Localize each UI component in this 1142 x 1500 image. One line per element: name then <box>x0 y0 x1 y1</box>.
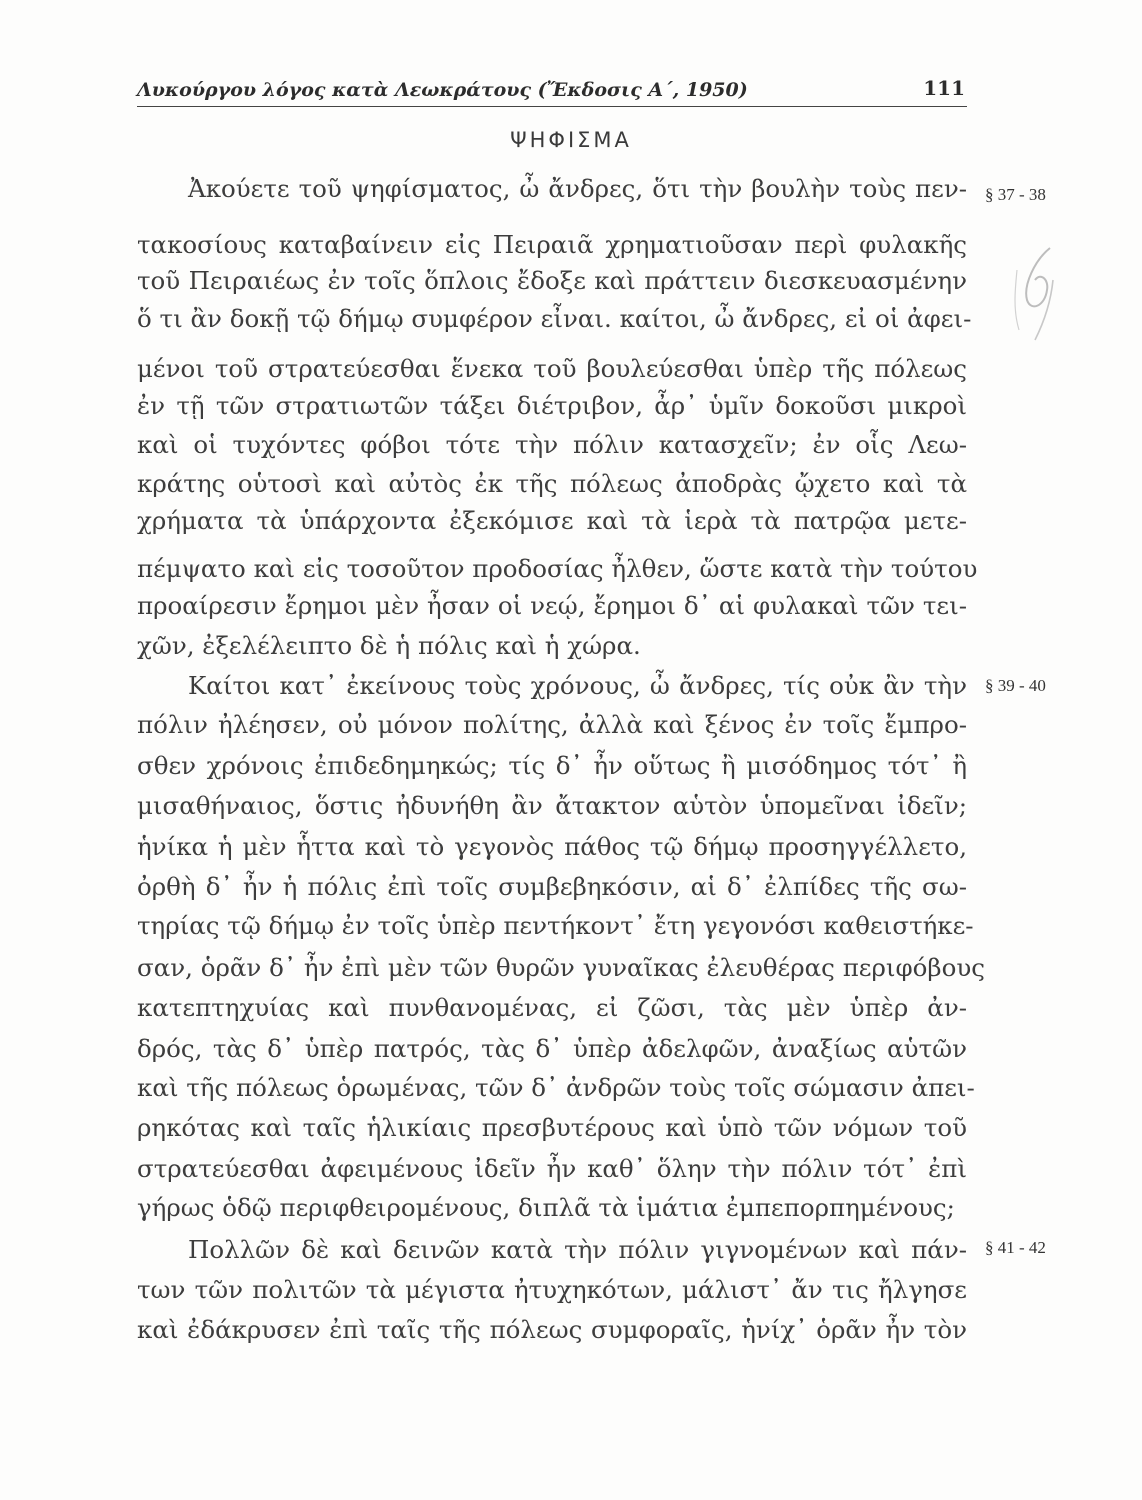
text-line: γήρως ὁδῷ περιφθειρομένους, διπλᾶ τὰ ἱμάτια ἐμπεπορπημένους; <box>137 1193 955 1222</box>
text-line: ὀρθὴ δ᾽ ἦν ἡ πόλις ἐπὶ τοῖς συμβεβηκόσιν, αἱ δ᾽ ἐλπίδες τῆς σω- <box>137 872 967 901</box>
section-reference: § 39 - 40 <box>985 676 1046 695</box>
text-line: ρηκότας καὶ ταῖς ἡλικίαις πρεσβυτέρους καὶ ὑπὸ τῶν νόμων τοῦ <box>137 1113 967 1142</box>
text-line: στρατεύεσθαι ἀφειμένους ἰδεῖν ἦν καθ᾽ ὅλην τὴν πόλιν τότ᾽ ἐπὶ <box>137 1154 967 1183</box>
text-line: Ἀκούετε τοῦ ψηφίσματος, ὦ ἄνδρες, ὅτι τὴν βουλὴν τοὺς πεν- <box>188 174 967 203</box>
text-line: ὅ τι ἂν δοκῇ τῷ δήμῳ συμφέρον εἶναι. καίτοι, ὦ ἄνδρες, εἰ οἱ ἀφει- <box>137 304 972 333</box>
page-number: 111 <box>923 76 965 100</box>
text-line: Καίτοι κατ᾽ ἐκείνους τοὺς χρόνους, ὦ ἄνδρες, τίς οὐκ ἂν τὴν <box>188 671 967 700</box>
section-reference: § 41 - 42 <box>985 1238 1046 1257</box>
text-line: χρήματα τὰ ὑπάρχοντα ἐξεκόμισε καὶ τὰ ἱερὰ τὰ πατρῷα μετε- <box>137 506 967 535</box>
text-line: χῶν, ἐξελέλειπτο δὲ ἡ πόλις καὶ ἡ χώρα. <box>137 631 641 660</box>
text-line: ἡνίκα ἡ μὲν ἧττα καὶ τὸ γεγονὸς πάθος τῷ δήμῳ προσηγγέλλετο, <box>137 832 967 861</box>
text-line: τηρίας τῷ δήμῳ ἐν τοῖς ὑπὲρ πεντήκοντ᾽ ἔτη γεγονόσι καθειστήκε- <box>137 911 974 940</box>
running-title: Λυκούργου λόγος κατὰ Λεωκράτους (Ἔκδοσις Α΄, 1950) <box>137 79 748 101</box>
text-line: σαν, ὁρᾶν δ᾽ ἦν ἐπὶ μὲν τῶν θυρῶν γυναῖκας ἐλευθέρας περιφόβους <box>137 953 985 982</box>
text-line: ἐν τῇ τῶν στρατιωτῶν τάξει διέτριβον, ἆρ᾽ ὑμῖν δοκοῦσι μικροὶ <box>137 391 967 420</box>
decree-heading: ΨΗΦΙΣΜΑ <box>510 128 632 152</box>
running-header <box>137 76 967 107</box>
text-line: καὶ οἱ τυχόντες φόβοι τότε τὴν πόλιν κατασχεῖν; ἐν οἷς Λεω- <box>137 430 967 459</box>
text-line: των τῶν πολιτῶν τὰ μέγιστα ἠτυχηκότων, μάλιστ᾽ ἄν τις ἤλγησε <box>137 1275 967 1304</box>
text-line: πόλιν ἠλέησεν, οὐ μόνον πολίτης, ἀλλὰ καὶ ξένος ἐν τοῖς ἔμπρο- <box>137 710 967 739</box>
text-line: μένοι τοῦ στρατεύεσθαι ἕνεκα τοῦ βουλεύεσθαι ὑπὲρ τῆς πόλεως <box>137 354 967 383</box>
text-line: τοῦ Πειραιέως ἐν τοῖς ὅπλοις ἔδοξε καὶ πράττειν διεσκευασμένην <box>137 266 967 295</box>
text-line: μισαθήναιος, ὅστις ἠδυνήθη ἂν ἄτακτον αὑτὸν ὑπομεῖναι ἰδεῖν; <box>137 791 967 820</box>
text-line: πέμψατο καὶ εἰς τοσοῦτον προδοσίας ἦλθεν, ὥστε κατὰ τὴν τούτου <box>137 554 978 583</box>
text-line: τακοσίους καταβαίνειν εἰς Πειραιᾶ χρηματιοῦσαν περὶ φυλακῆς <box>137 230 967 259</box>
text-line: σθεν χρόνοις ἐπιδεδημηκώς; τίς δ᾽ ἦν οὕτως ἢ μισόδημος τότ᾽ ἢ <box>137 751 967 780</box>
section-reference: § 37 - 38 <box>985 185 1046 204</box>
text-line: κράτης οὑτοσὶ καὶ αὐτὸς ἐκ τῆς πόλεως ἀποδρὰς ᾤχετο καὶ τὰ <box>137 469 967 498</box>
text-line: καὶ τῆς πόλεως ὁρωμένας, τῶν δ᾽ ἀνδρῶν τοὺς τοῖς σώμασιν ἀπει- <box>137 1073 975 1102</box>
text-line: Πολλῶν δὲ καὶ δεινῶν κατὰ τὴν πόλιν γιγνομένων καὶ πάν- <box>188 1235 967 1264</box>
text-line: δρός, τὰς δ᾽ ὑπὲρ πατρός, τὰς δ᾽ ὑπὲρ ἀδελφῶν, ἀναξίως αὑτῶν <box>137 1034 967 1063</box>
text-line: προαίρεσιν ἔρημοι μὲν ἦσαν οἱ νεῴ, ἔρημοι δ᾽ αἱ φυλακαὶ τῶν τει- <box>137 591 967 620</box>
text-line: κατεπτηχυίας καὶ πυνθανομένας, εἰ ζῶσι, τὰς μὲν ὑπὲρ ἀν- <box>137 993 967 1022</box>
text-line: καὶ ἐδάκρυσεν ἐπὶ ταῖς τῆς πόλεως συμφοραῖς, ἡνίχ᾽ ὁρᾶν ἦν τὸν <box>137 1315 967 1344</box>
pencil-annotation-mark <box>1005 240 1065 350</box>
